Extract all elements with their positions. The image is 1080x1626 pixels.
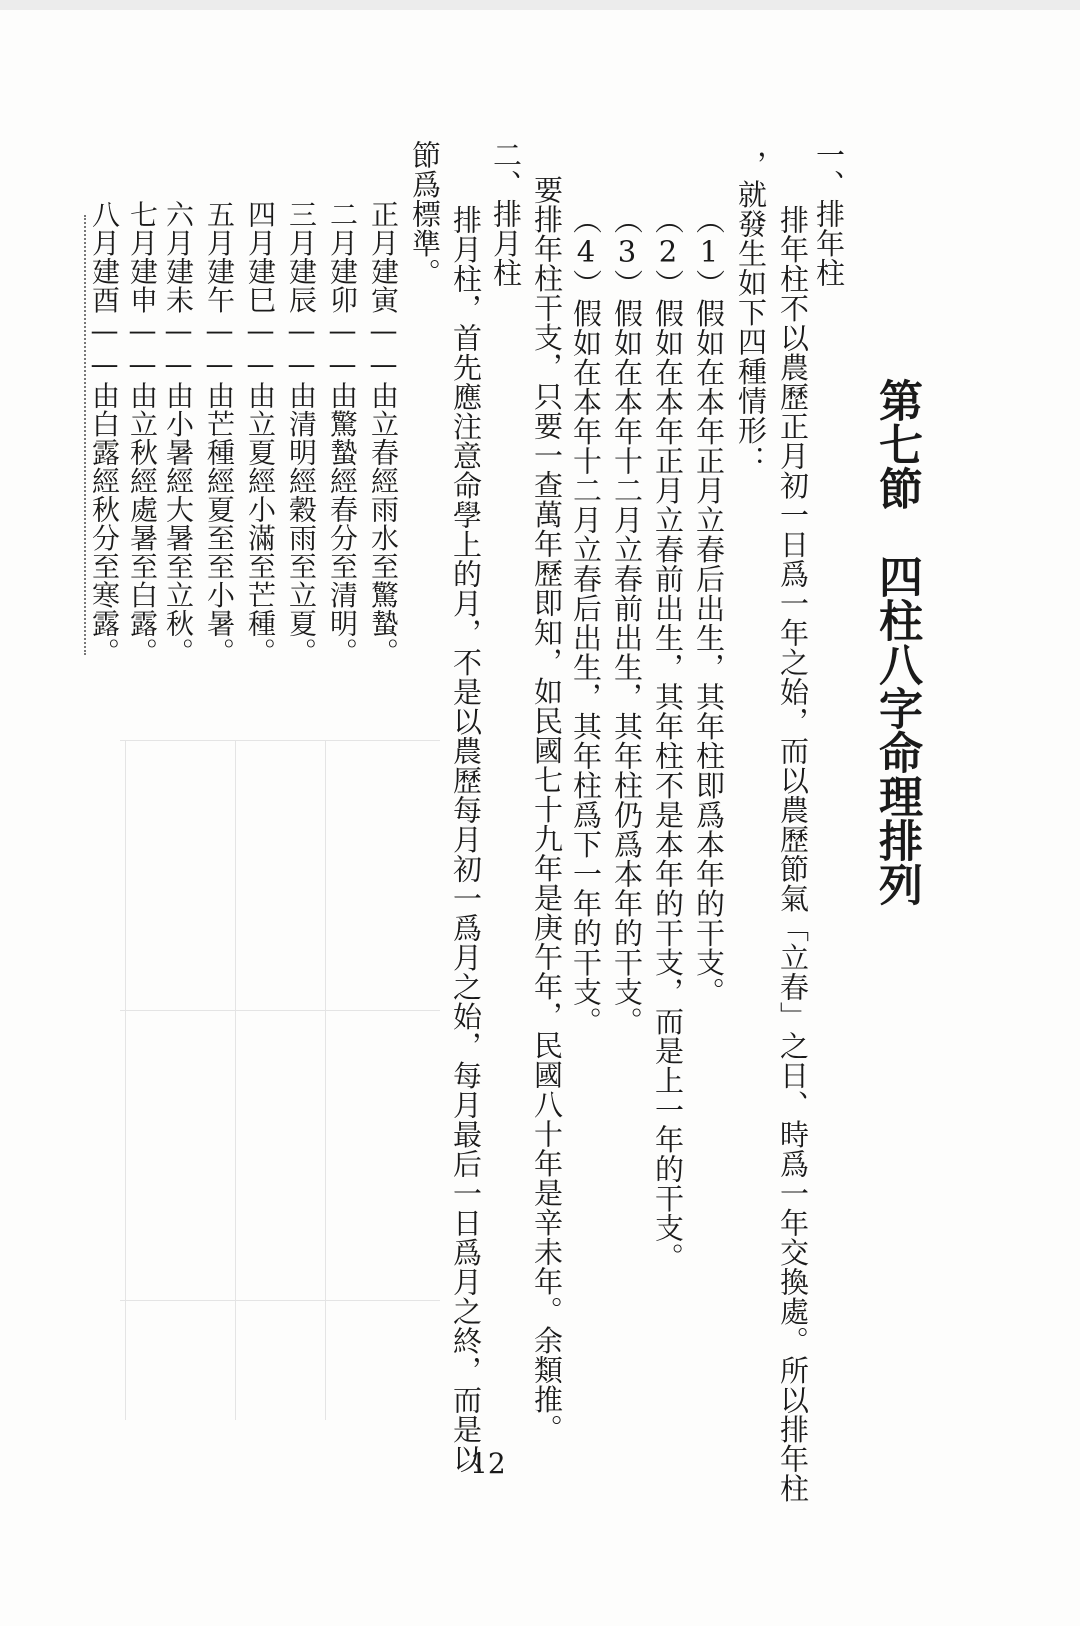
month-row-5: 五月建午——由芒種經夏至至小暑。 [203,200,236,666]
case-item-4: （4）假如在本年十二月立春后出生，其年柱爲下一年的干支。 [569,205,603,1036]
page-number: 12 [470,1447,506,1480]
part2-paragraph-line1: 排月柱，首先應注意命學上的月，不是以農歷每月初一爲月之始，每月最后一日爲月之終，而是以 [449,205,483,1474]
part1-paragraph-line2: ，就發生如下四種情形： [734,150,768,475]
part1-heading: 一、排年柱 [812,140,846,288]
part2-paragraph-line2: 節爲標準。 [408,140,442,288]
month-row-7: 七月建申——由立秋經處暑至白露。 [126,200,159,666]
case-item-1: （1）假如在本年正月立春后出生，其年柱即爲本年的干支。 [692,205,726,1007]
bleed-through-line [325,740,326,1420]
case-item-3: （3）假如在本年十二月立春前出生，其年柱仍爲本年的干支。 [610,205,644,1036]
bleed-through-line [125,740,126,1420]
month-row-4: 四月建巳——由立夏經小滿至芒種。 [244,200,277,666]
bleed-through-line [120,1300,440,1301]
bleed-through-line [120,1010,440,1011]
month-row-1: 正月建寅——由立春經雨水至驚蟄。 [367,200,400,666]
cut-off-text-column [66,215,86,655]
bleed-through-line [235,740,236,1420]
part2-heading: 二、排月柱 [489,140,523,288]
month-row-6: 六月建未——由小暑經大暑至立秋。 [162,200,195,666]
viewer-top-bar [0,0,1080,10]
month-row-3: 三月建辰——由清明經穀雨至立夏。 [285,200,318,666]
month-row-2: 二月建卯——由驚蟄經春分至清明。 [326,200,359,666]
bleed-through-line [120,740,440,741]
section-title: 第七節 四柱八字命理排列 [871,378,922,906]
part1-summary: 要排年柱干支，只要一查萬年歷即知，如民國七十九年是庚午年，民國八十年是辛未年。余類推。 [530,175,564,1444]
month-row-8: 八月建酉——由白露經秋分至寒露。 [88,200,121,666]
case-item-2: （2）假如在本年正月立春前出生，其年柱不是本年的干支，而是上一年的干支。 [651,205,685,1272]
part1-paragraph-line1: 排年柱不以農歷正月初一日爲一年之始，而以農歷節氣「立春」之日、時爲一年交換處。所以排年柱 [776,205,810,1503]
